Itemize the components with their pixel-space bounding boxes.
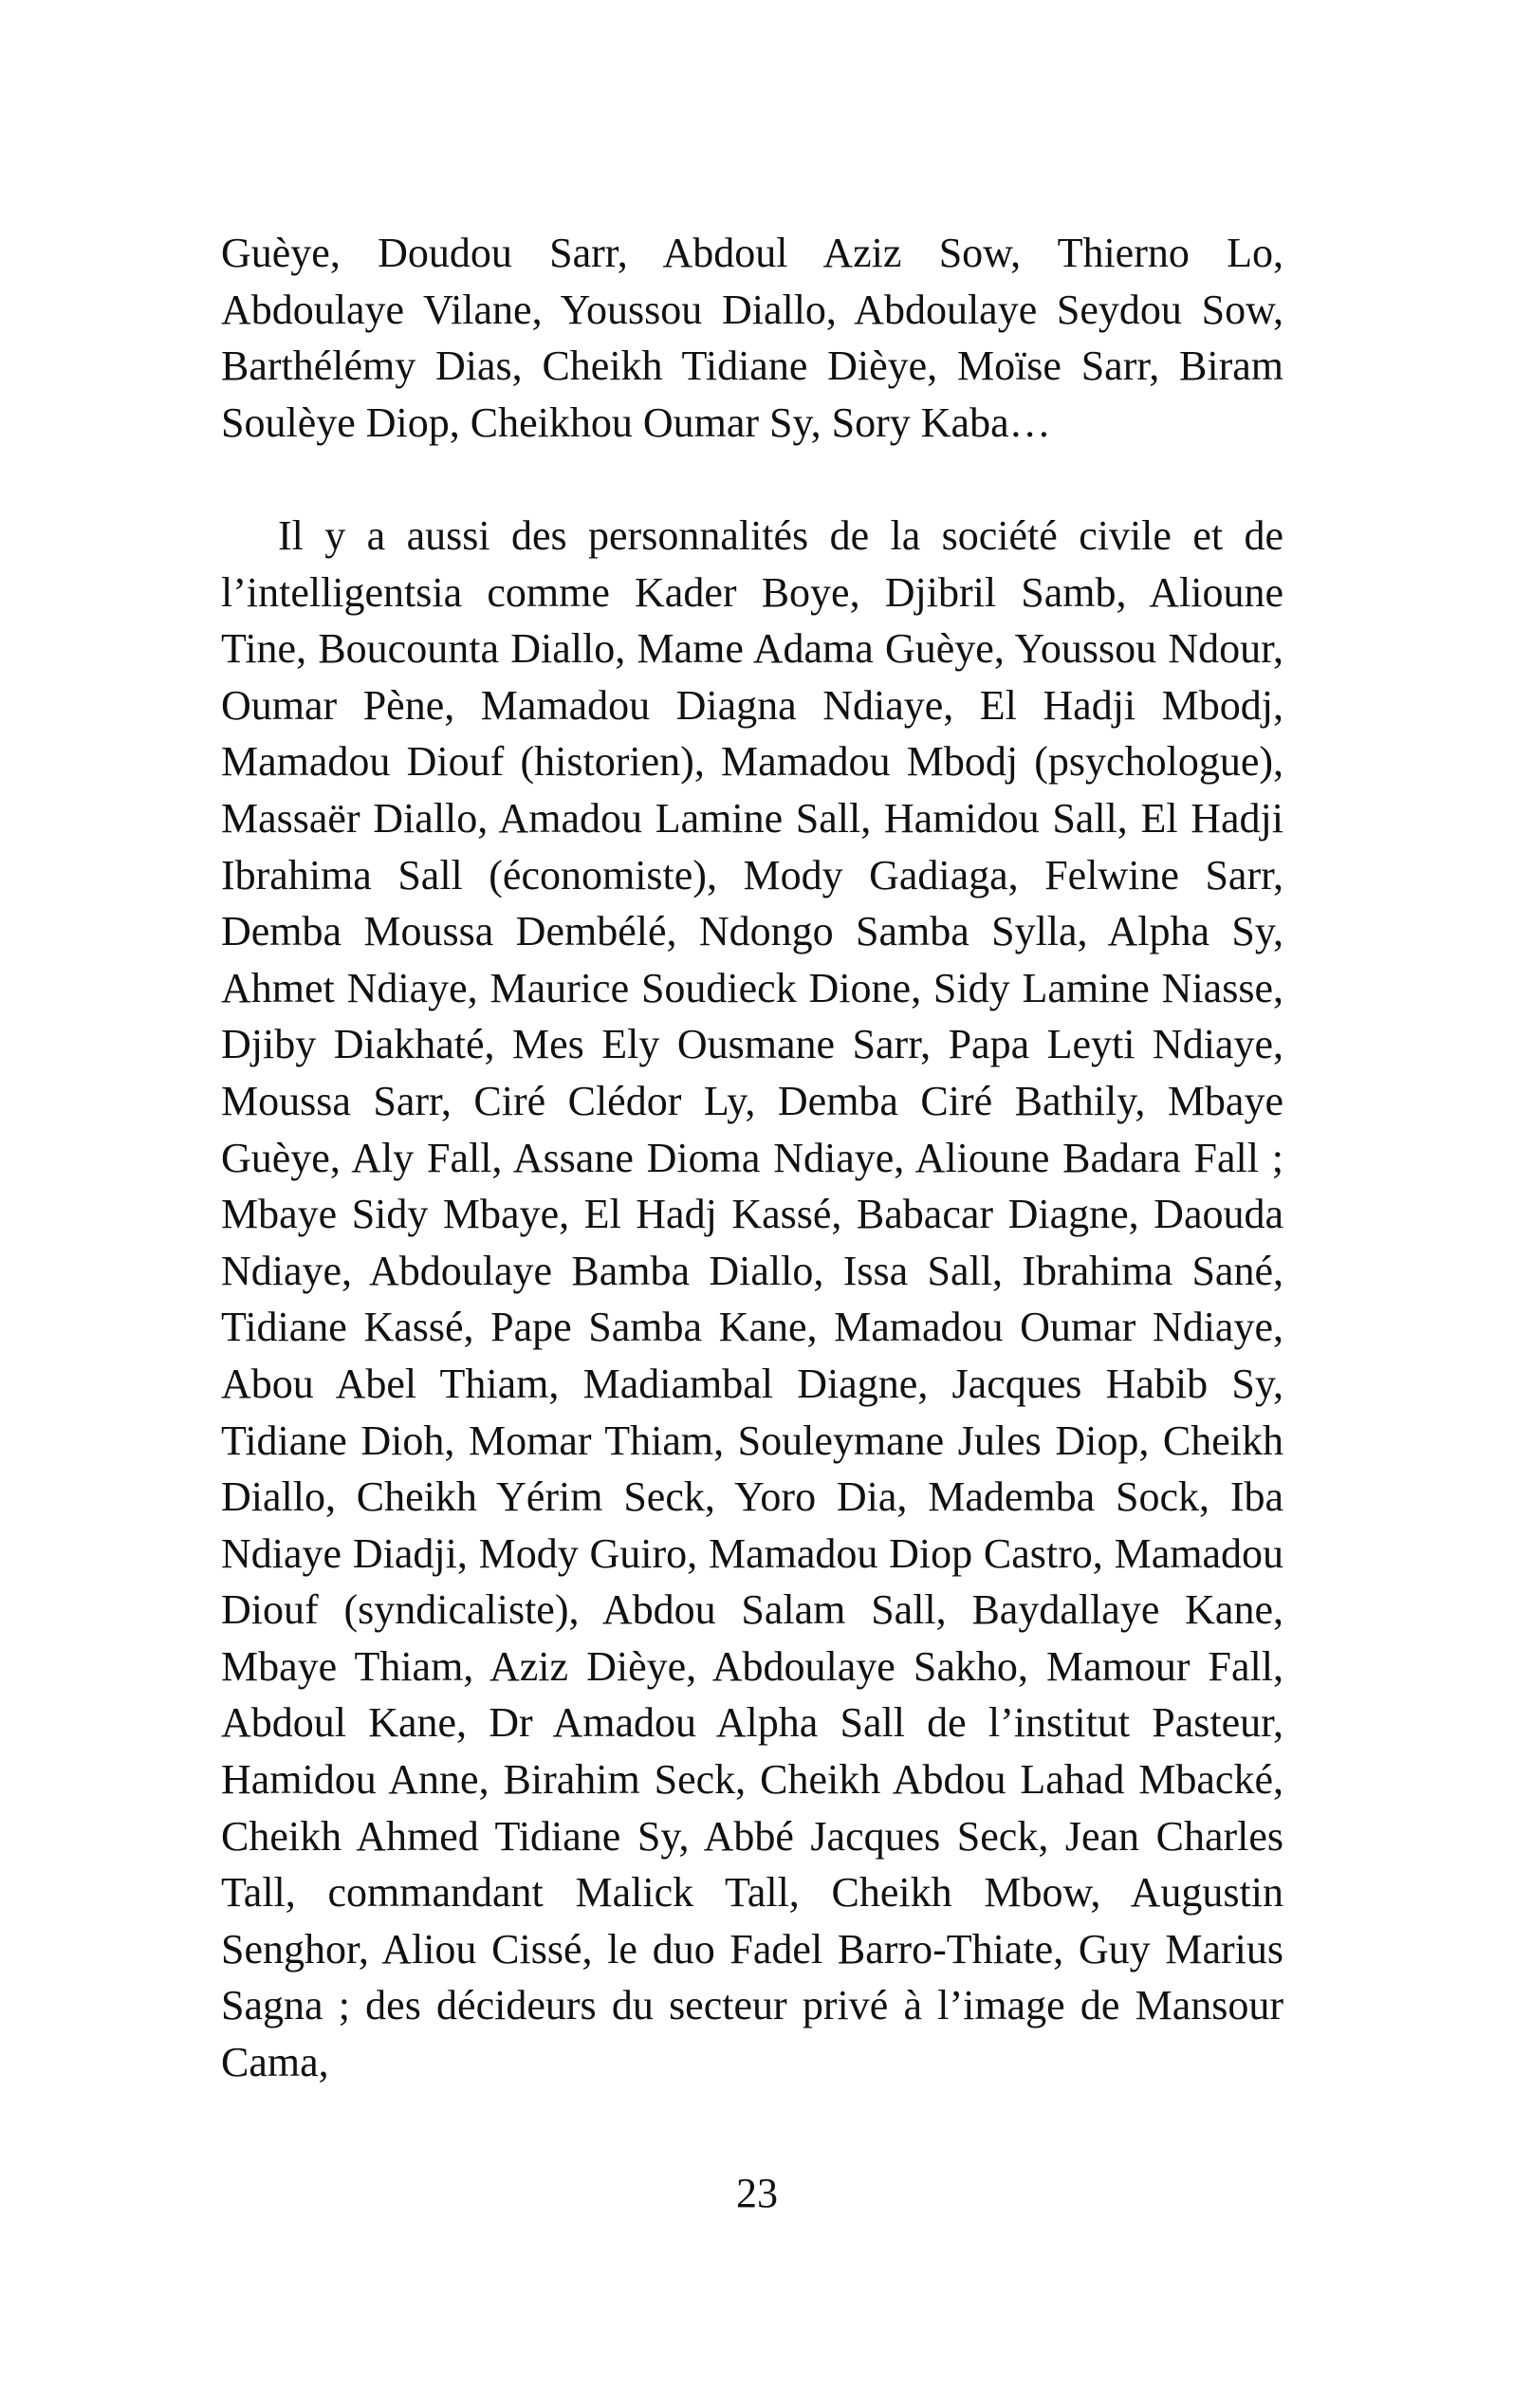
paragraph-continued: Guèye, Doudou Sarr, Abdoul Aziz Sow, Thierno Lo, Abdoulaye Vilane, Youssou Diallo, Abdoulaye Seydou Sow, Barthélémy Dias, Cheikh Tidiane Dièye, Moïse Sarr, Biram Soulèye Diop, Cheikhou Oumar Sy, Sory Kaba… [221, 230, 1283, 446]
paragraph-civil-society: Il y a aussi des personnalités de la société civile et de l’intelligentsia comme Kader Boye, Djibril Samb, Alioune Tine, Boucounta Diallo, Mame Adama Guèye, Youssou Ndour, Oumar Pène, Mamadou Diagna Ndiaye, El Hadji Mbodj, Mamadou Diouf (historien), Mamadou Mbodj (psychologue), Massaër Diallo, Amadou Lamine Sall, Hamidou Sall, El Hadji Ibrahima Sall (économiste), Mody Gadiaga, Felwine Sarr, Demba Moussa Dembélé, Ndongo Samba Sylla, Alpha Sy, Ahmet Ndiaye, Maurice Soudieck Dione, Sidy Lamine Niasse, Djiby Diakhaté, Mes Ely Ousmane Sarr, Papa Leyti Ndiaye, Moussa Sarr, Ciré Clédor Ly, Demba Ciré Bathily, Mbaye Guèye, Aly Fall, Assane Dioma Ndiaye, Alioune Badara Fall ; Mbaye Sidy Mbaye, El Hadj Kassé, Babacar Diagne, Daouda Ndiaye, Abdoulaye Bamba Diallo, Issa Sall, Ibrahima Sané, Tidiane Kassé, Pape Samba Kane, Mamadou Oumar Ndiaye, Abou Abel Thiam, Madiambal Diagne, Jacques Habib Sy, Tidiane Dioh, Momar Thiam, Souleymane Jules Diop, Cheikh Diallo, Cheikh Yérim Seck, Yoro Dia, Mademba Sock, Iba Ndiaye Diadji, Mody Guiro, Mamadou Diop Castro, Mamadou Diouf (syndicaliste), Abdou Salam Sall, Baydallaye Kane, Mbaye Thiam, Aziz Dièye, Abdoulaye Sakho, Mamour Fall, Abdoul Kane, Dr Amadou Alpha Sall de l’institut Pasteur, Hamidou Anne, Birahim Seck, Cheikh Abdou Lahad Mbacké, Cheikh Ahmed Tidiane Sy, Abbé Jacques Seck, Jean Charles Tall, commandant Malick Tall, Cheikh Mbow, Augustin Senghor, Aliou Cissé, le duo Fadel Barro-Thiate, Guy Marius Sagna ; des décideurs du secteur privé à l’image de Mansour Cama, [221, 512, 1283, 2086]
page-number: 23 [736, 2170, 778, 2216]
